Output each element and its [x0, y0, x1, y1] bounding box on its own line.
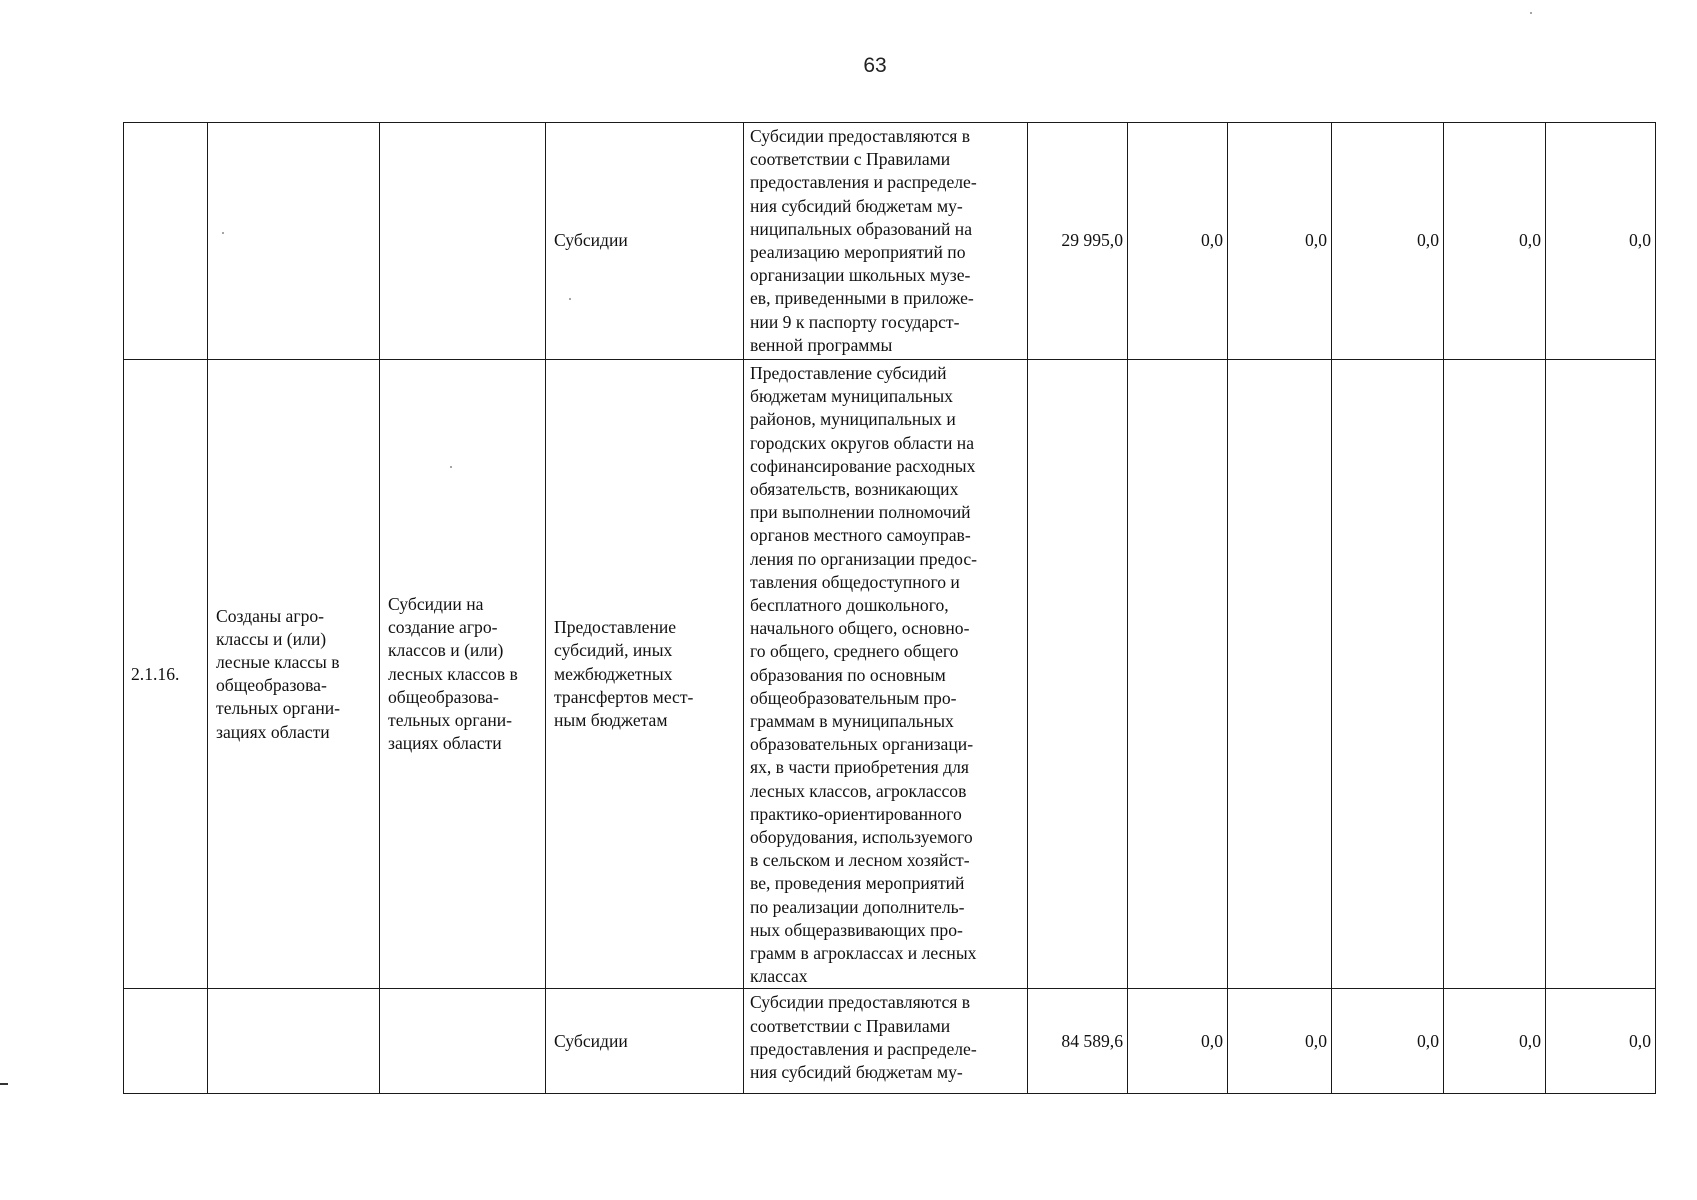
scan-speck: [222, 232, 224, 234]
row-value-2: 0,0: [1128, 989, 1228, 1094]
row-result: Созданы агро- классы и (или) лесные классы в общеобразова- тельных органи- зациях области: [208, 360, 380, 989]
row-value-1: [1028, 360, 1128, 989]
row-description: Субсидии предоставляются в соответствии с Правилами предоставления и распределе- ния субсидий бюджетам му- ниципальных образований на реализацию мероприятий по организации школьных музе- ев, приведенными в приложе- нии 9 к паспорту государст- венной программы: [744, 123, 1028, 360]
scan-speck: [569, 298, 571, 300]
row-value-5: 0,0: [1444, 123, 1546, 360]
row-value-4: 0,0: [1332, 989, 1444, 1094]
row-type: Предоставление субсидий, иных межбюджетных трансфертов мест- ным бюджетам: [546, 360, 744, 989]
table-row: [124, 360, 1656, 989]
row-type: Субсидии: [546, 123, 744, 360]
scan-speck: [450, 466, 452, 468]
row-code: [124, 989, 208, 1094]
row-event: Субсидии на создание агро- классов и (или) лесных классов в общеобразова- тельных органи- зациях области: [380, 360, 546, 989]
row-value-4: 0,0: [1332, 123, 1444, 360]
row-value-2: [1128, 360, 1228, 989]
row-type: Субсидии: [546, 989, 744, 1094]
row-result: [208, 989, 380, 1094]
row-code: 2.1.16.: [124, 360, 208, 989]
row-value-4: [1332, 360, 1444, 989]
budget-table: [123, 122, 1656, 1094]
row-value-1: 29 995,0: [1028, 123, 1128, 360]
row-value-3: [1228, 360, 1332, 989]
table-row: [124, 989, 1656, 1094]
page-number: 63: [863, 54, 887, 77]
row-result: [208, 123, 380, 360]
row-code: [124, 123, 208, 360]
margin-mark: [0, 1083, 8, 1085]
row-value-3: 0,0: [1228, 123, 1332, 360]
table-row: [124, 123, 1656, 360]
scan-speck: [1530, 12, 1532, 14]
row-value-1: 84 589,6: [1028, 989, 1128, 1094]
row-description: Предоставление субсидий бюджетам муниципальных районов, муниципальных и городских округов области на софинансирование расходных обязательств, возникающих при выполнении полномочий органов местного самоуправ- ления по организации предос- тавления общедоступного и бесплатного дошкольного, начального общего, основно- го общего, среднего общего образования по основным общеобразовательным про- граммам в муниципальных образовательных организаци- ях, в части приобретения для лесных классов, агроклассов практико-ориентированного оборудования, используемого в сельском и лесном хозяйст- ве, проведения мероприятий по реализации дополнитель- ных общеразвивающих про- грамм в агроклассах и лесных классах: [744, 360, 1028, 989]
row-description: Субсидии предоставляются в соответствии с Правилами предоставления и распределе- ния субсидий бюджетам му-: [744, 989, 1028, 1094]
row-value-6: 0,0: [1546, 123, 1656, 360]
row-value-2: 0,0: [1128, 123, 1228, 360]
row-value-5: 0,0: [1444, 989, 1546, 1094]
row-event: [380, 123, 546, 360]
row-value-6: [1546, 360, 1656, 989]
row-event: [380, 989, 546, 1094]
row-value-3: 0,0: [1228, 989, 1332, 1094]
row-value-6: 0,0: [1546, 989, 1656, 1094]
row-value-5: [1444, 360, 1546, 989]
